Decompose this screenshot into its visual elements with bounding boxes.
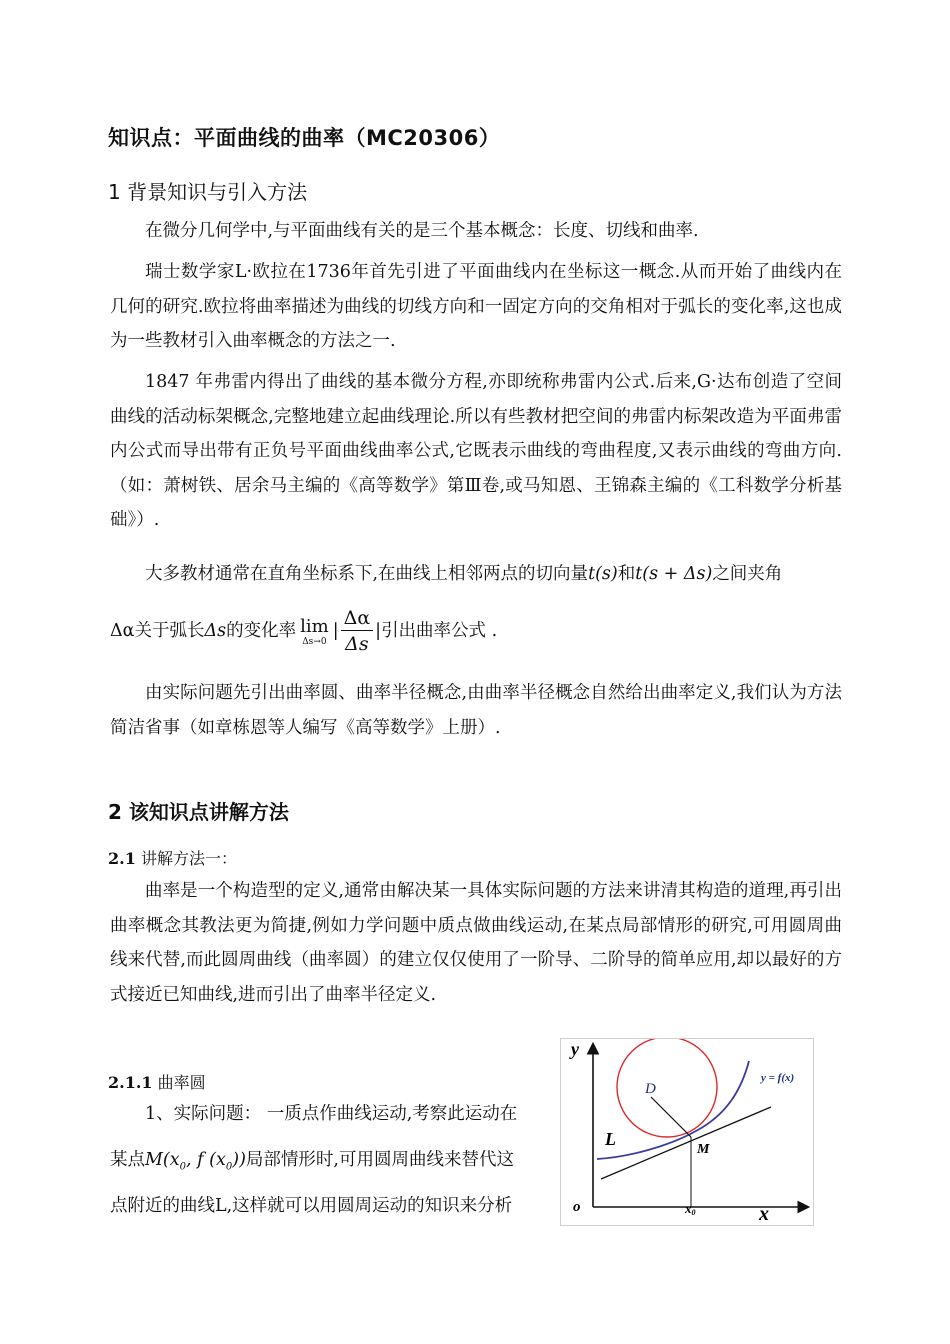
section-1-heading: 1 背景知识与引入方法 [108, 180, 308, 204]
subsection-2-1-1-heading [108, 1070, 206, 1093]
p5-text-2: 的变化率 [226, 621, 297, 641]
point-f-subscript: 0 [225, 1161, 233, 1173]
section-2-paragraph-2-line-1: 1、实际问题： 一质点作曲线运动,考察此运动在 [145, 1104, 518, 1124]
curve-y-fx [597, 1061, 749, 1159]
delta-alpha: Δα [110, 621, 135, 641]
section-2-paragraph-2-line-2 [110, 1146, 514, 1173]
origin-label: o [573, 1199, 581, 1215]
lim-subscript: Δs→0 [302, 636, 327, 647]
section-1-paragraph-3: 1847 年弗雷内得出了曲线的基本微分方程,亦即统称弗雷内公式.后来,G·达布创造了空间曲线的活动标架概念,完整地建立起曲线理论.所以有些教材把空间的弗雷内标架改造为平面弗雷内公式而导出带有正负号平面曲线曲率公式,它既表示曲线的弯曲程度,又表示曲线的弯曲方向.（如：萧树铁、居余马主编的《高等数学》第Ⅲ卷,或马知恩、王锦森主编的《工科数学分析基础》）. [110, 372, 842, 530]
p4-text-1: 大多教材通常在直角坐标系下,在曲线上相邻两点的切向量 [145, 564, 589, 584]
limit-operator [300, 617, 329, 647]
p4-and: 和 [617, 564, 636, 584]
section-1-formula-line [110, 606, 497, 657]
figure-svg [561, 1039, 813, 1225]
subsection-2-1-1-label: 曲率圆 [157, 1073, 206, 1092]
center-d-label: D [645, 1081, 656, 1097]
section-1-paragraph-1: 在微分几何学中,与平面曲线有关的是三个基本概念：长度、切线和曲率. [145, 221, 699, 241]
x0-label [684, 1201, 696, 1217]
section-1-paragraph-2: 瑞士数学家L·欧拉在1736年首先引进了平面曲线内在坐标这一概念.从而开始了曲线内在几何的研究.欧拉将曲率描述为曲线的切线方向和一固定方向的交角相对于弧长的变化率,这也成为一些教材引入曲率概念的方法之一. [110, 262, 842, 351]
radius-line [651, 1097, 691, 1137]
tangent-vector-2: t(s + Δs) [635, 564, 713, 584]
section-2-paragraph-1: 曲率是一个构造型的定义,通常由解决某一具体实际问题的方法来讲清其构造的道理,再引出曲率概念其教法更为简捷,例如力学问题中质点做曲线运动,在某点局部情形的研究,可用圆周曲线来代替,而此圆周曲线（曲率圆）的建立仅仅使用了一阶导、二阶导的简单应用,却以最好的方式接近已知曲线,进而引出了曲率半径定义. [110, 881, 842, 1005]
curvature-circle [617, 1039, 717, 1137]
fraction-denominator: Δs [345, 633, 369, 655]
point-f: , f (x [186, 1150, 226, 1170]
curvature-fraction [341, 606, 374, 657]
x0-letter: x [685, 1201, 692, 1216]
page-title: 知识点：平面曲线的曲率（MC20306） [108, 126, 501, 150]
subsection-2-1-number: 2.1 [108, 849, 136, 868]
curve-label: y = f(x) [761, 1072, 795, 1084]
fraction-numerator: Δα [341, 606, 374, 631]
point-m: M(x [145, 1150, 180, 1170]
lim-text: lim [300, 615, 329, 637]
section-1-paragraph-4 [145, 560, 782, 585]
p4-text-2: 之间夹角 [712, 564, 783, 584]
p2-text-b: 局部情形时,可用圆周曲线来替代这 [245, 1150, 514, 1170]
point-m-subscript: 0 [179, 1161, 186, 1173]
delta-s: Δs [204, 621, 227, 641]
p5-text-1: 关于弧长 [134, 621, 205, 641]
p5-text-3: 引出曲率公式 . [381, 621, 498, 641]
abs-bar-right: | [375, 621, 382, 641]
subsection-2-1-1-number: 2.1.1 [108, 1073, 153, 1092]
x-axis-label: x [759, 1203, 769, 1225]
point-close: )) [232, 1150, 246, 1170]
curve-l-label: L [605, 1129, 616, 1149]
y-axis-label: y [571, 1039, 579, 1059]
tangent-vector-1: t(s) [588, 564, 618, 584]
p2-text-a: 某点 [110, 1150, 145, 1170]
tangent-line [601, 1107, 771, 1179]
subsection-2-1-label: 讲解方法一： [140, 849, 237, 868]
section-2-paragraph-2-line-3: 点附近的曲线L,这样就可以用圆周运动的知识来分析 [110, 1196, 513, 1216]
x0-subscript: 0 [691, 1208, 696, 1217]
subsection-2-1-heading [108, 846, 237, 869]
curvature-circle-figure [560, 1038, 814, 1226]
section-1-paragraph-6: 由实际问题先引出曲率圆、曲率半径概念,由曲率半径概念自然给出曲率定义,我们认为方法简洁省事（如章栋恩等人编写《高等数学》上册）. [110, 683, 842, 738]
section-2-heading: 2 该知识点讲解方法 [108, 800, 289, 824]
point-m-label: M [697, 1142, 710, 1157]
abs-bar-left: | [332, 621, 339, 641]
